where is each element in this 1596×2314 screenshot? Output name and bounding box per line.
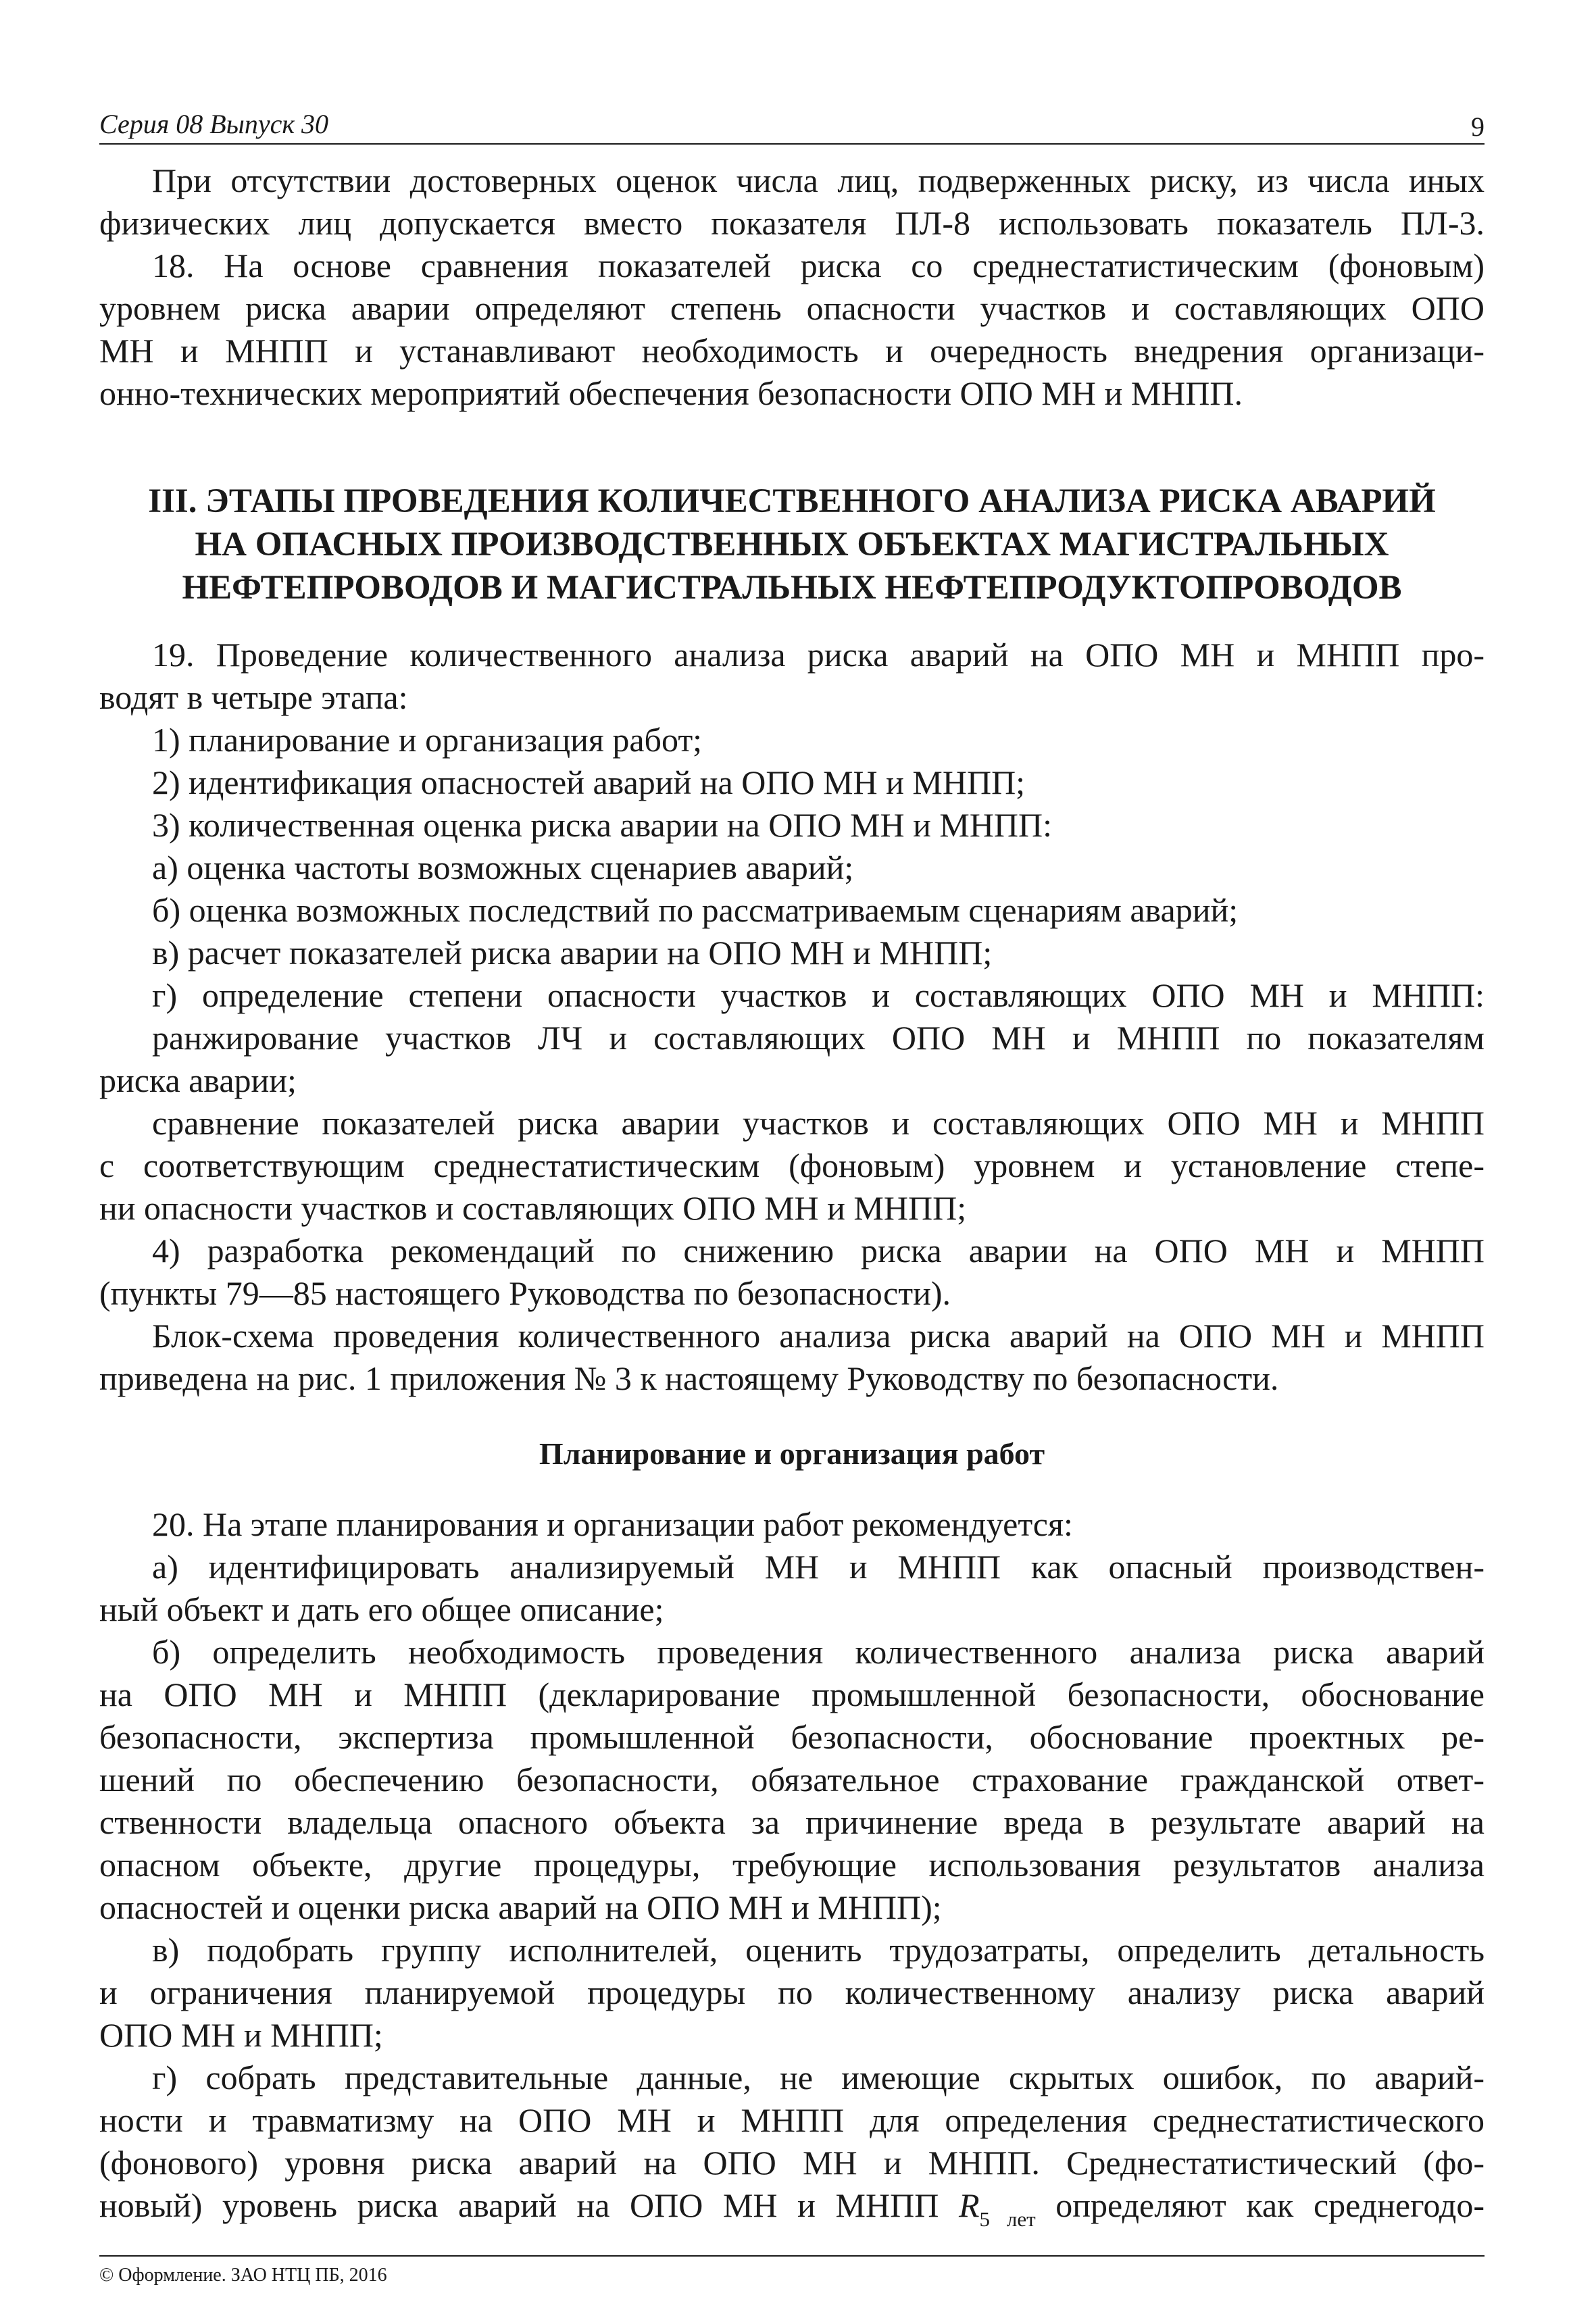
text-line: ни опасности участков и составляющих ОПО МН и МНПП; — [99, 1189, 967, 1227]
text-line: 19. Проведение количественного анализа риска аварий на ОПО МН и МНПП про- — [152, 636, 1485, 674]
text-line: МН и МНПП и устанавливают необходимость и очередность внедрения организаци- — [99, 332, 1485, 370]
text-line: водят в четыре этапа: — [99, 678, 408, 716]
page-header — [99, 108, 1485, 146]
line-prefix: новый) уровень риска аварий на ОПО МН и МНПП — [99, 2186, 959, 2224]
text-line: а) оценка частоты возможных сценариев аварий; — [152, 849, 854, 886]
footer-rule — [99, 2255, 1485, 2257]
text-line: на ОПО МН и МНПП (декларирование промышленной безопасности, обоснование — [99, 1676, 1485, 1713]
section-heading — [99, 480, 1485, 609]
text-line: г) определение степени опасности участков и составляющих ОПО МН и МНПП: — [152, 976, 1485, 1014]
paragraph-block-3 — [99, 1503, 1485, 2240]
heading-line: НЕФТЕПРОВОДОВ И МАГИСТРАЛЬНЫХ НЕФТЕПРОДУКТОПРОВОДОВ — [182, 569, 1402, 607]
text-line: онно-технических мероприятий обеспечения безопасности ОПО МН и МНПП. — [99, 374, 1243, 412]
text-line: и ограничения планируемой процедуры по количественному анализу риска аварий — [99, 1973, 1485, 2011]
text-line: 3) количественная оценка риска аварии на ОПО МН и МНПП: — [152, 806, 1053, 844]
text-line: Блок-схема проведения количественного анализа риска аварий на ОПО МН и МНПП — [152, 1317, 1485, 1355]
heading-line: НА ОПАСНЫХ ПРОИЗВОДСТВЕННЫХ ОБЪЕКТАХ МАГИСТРАЛЬНЫХ — [195, 526, 1389, 563]
text-line: ОПО МН и МНПП; — [99, 2016, 383, 2054]
text-line: 4) разработка рекомендаций по снижению риска аварии на ОПО МН и МНПП — [152, 1232, 1485, 1269]
text-line: в) расчет показателей риска аварии на ОПО МН и МНПП; — [152, 934, 993, 972]
text-line: (пункты 79—85 настоящего Руководства по безопасности). — [99, 1274, 951, 1312]
heading-line: III. ЭТАПЫ ПРОВЕДЕНИЯ КОЛИЧЕСТВЕННОГО АНАЛИЗА РИСКА АВАРИЙ — [148, 482, 1436, 520]
text-line: безопасности, экспертиза промышленной безопасности, обоснование проектных ре- — [99, 1718, 1485, 1756]
subheading: Планирование и организация работ — [539, 1436, 1045, 1471]
text-line: б) определить необходимость проведения количественного анализа риска аварий — [152, 1633, 1485, 1671]
text-line: в) подобрать группу исполнителей, оценить трудозатраты, определить детальность — [152, 1931, 1485, 1969]
text-line-with-formula — [99, 2184, 1485, 2240]
series-label: Серия 08 Выпуск 30 — [99, 109, 329, 139]
text-line: 20. На этапе планирования и организации работ рекомендуется: — [152, 1505, 1073, 1543]
text-line: 2) идентификация опасностей аварий на ОПО МН и МНПП; — [152, 763, 1026, 801]
paragraph-block-1 — [99, 159, 1485, 415]
text-line: При отсутствии достоверных оценок числа лиц, подверженных риску, из числа иных — [152, 161, 1485, 199]
text-line: б) оценка возможных последствий по рассматриваемым сценариям аварий; — [152, 891, 1239, 929]
text-line: ный объект и дать его общее описание; — [99, 1590, 664, 1628]
text-line: г) собрать представительные данные, не имеющие скрытых ошибок, по аварий- — [152, 2059, 1485, 2096]
text-line: опасностей и оценки риска аварий на ОПО МН и МНПП); — [99, 1888, 942, 1926]
risk-subscript: 5 лет — [979, 2207, 1036, 2231]
paragraph-block-2 — [99, 634, 1485, 1400]
page-number: 9 — [1471, 111, 1485, 142]
footer-copyright: © Оформление. ЗАО НТЦ ПБ, 2016 — [99, 2265, 387, 2286]
text-line: ранжирование участков ЛЧ и составляющих ОПО МН и МНПП по показателям — [152, 1019, 1485, 1057]
text-line: с соответствующим среднестатистическим (фоновым) уровнем и установление степе- — [99, 1147, 1485, 1184]
header-rule — [99, 143, 1485, 145]
line-suffix: определяют как среднегодо- — [1035, 2186, 1485, 2224]
text-line: 1) планирование и организация работ; — [152, 721, 703, 759]
text-line: уровнем риска аварии определяют степень опасности участков и составляющих ОПО — [99, 289, 1485, 327]
text-line: 18. На основе сравнения показателей риска со среднестатистическим (фоновым) — [152, 247, 1485, 284]
text-line: риска аварии; — [99, 1061, 297, 1099]
text-line: сравнение показателей риска аварии участков и составляющих ОПО МН и МНПП — [152, 1104, 1485, 1142]
text-line: шений по обеспечению безопасности, обязательное страхование гражданской ответ- — [99, 1761, 1485, 1799]
text-line: ственности владельца опасного объекта за причинение вреда в результате аварий на — [99, 1803, 1485, 1841]
text-line: приведена на рис. 1 приложения № 3 к настоящему Руководству по безопасности. — [99, 1359, 1279, 1397]
text-line: опасном объекте, другие процедуры, требующие использования результатов анализа — [99, 1846, 1485, 1884]
text-line: ности и травматизму на ОПО МН и МНПП для определения среднестатистического — [99, 2101, 1485, 2139]
text-line: (фонового) уровня риска аварий на ОПО МН и МНПП. Среднестатистический (фо- — [99, 2144, 1485, 2182]
text-line: физических лиц допускается вместо показателя ПЛ-8 использовать показатель ПЛ-3. — [99, 204, 1485, 242]
risk-symbol: R — [958, 2186, 980, 2224]
text-line: а) идентифицировать анализируемый МН и МНПП как опасный производствен- — [152, 1548, 1485, 1586]
